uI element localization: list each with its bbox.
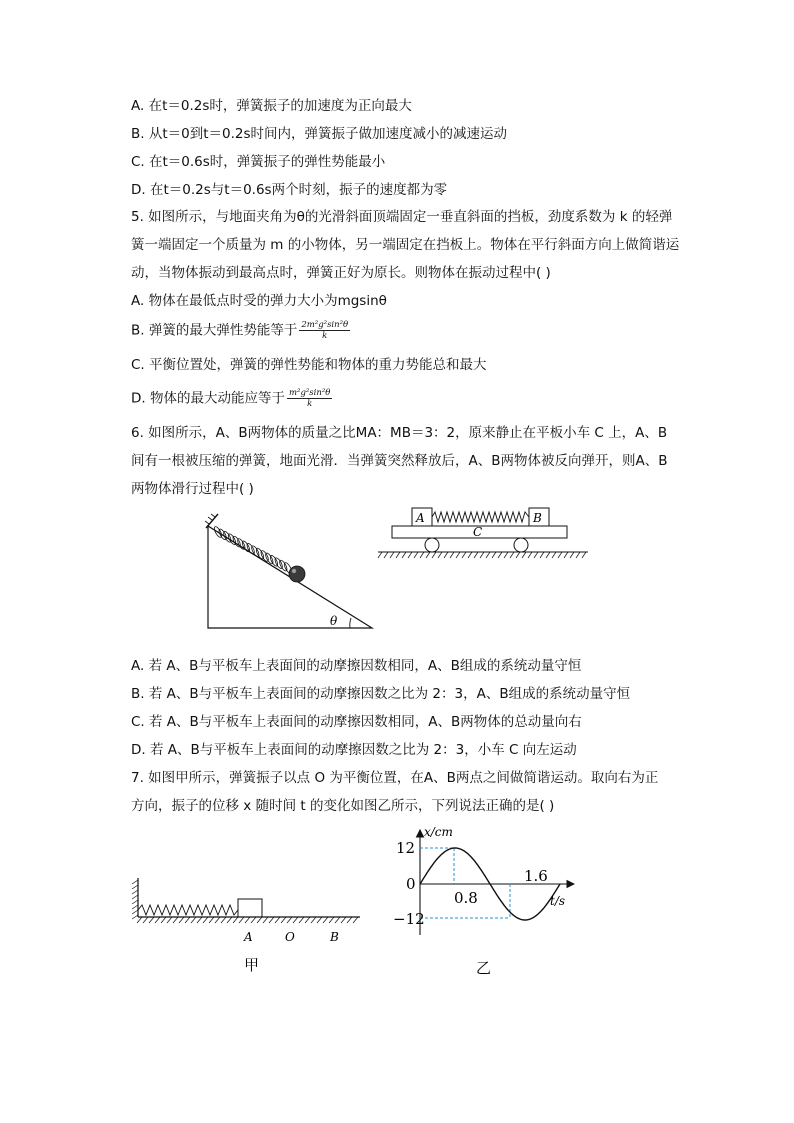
jia-spring: [138, 905, 238, 915]
q5-stem-line-3: 动，当物体振动到最高点时，弹簧正好为原长。则物体在振动过程中( ): [131, 265, 551, 281]
angle-label: θ: [330, 614, 338, 628]
cart-figure: [376, 503, 591, 563]
incline-plate: [206, 514, 218, 528]
yi-tick-neg-12: −12: [393, 910, 425, 928]
block-b-label: B: [533, 511, 542, 525]
q5-option-d-numerator: m²g²sin²θ: [288, 388, 331, 398]
incline-ball: [289, 566, 305, 582]
figure-jia: [128, 870, 368, 980]
jia-label-b: B: [330, 930, 339, 944]
jia-label-o: O: [285, 930, 295, 944]
cart-c-label: C: [473, 525, 483, 539]
q5-option-b-numerator: 2m²g²sin²θ: [301, 320, 349, 330]
q5-option-b: [131, 320, 350, 341]
q4-option-d: D. 在t＝0.2s与t＝0.6s两个时刻，振子的速度都为零: [131, 182, 448, 198]
jia-ground-hatch: [137, 917, 358, 923]
jia-block: [238, 899, 262, 917]
q6-stem-line-2: 间有一根被压缩的弹簧，地面光滑．当弹簧突然释放后，A、B两物体被反向弹开，则A、B: [131, 453, 668, 469]
angle-arc: [350, 618, 351, 628]
jia-caption: 甲: [244, 956, 260, 974]
q6-stem-line-3: 两物体滑行过程中( ): [131, 481, 254, 497]
incline-figure: [200, 512, 380, 632]
q5-option-d: [131, 388, 332, 409]
yi-caption: 乙: [476, 959, 492, 977]
q5-option-c: C. 平衡位置处，弹簧的弹性势能和物体的重力势能总和最大: [131, 357, 487, 373]
q5-option-b-fraction: [299, 320, 350, 341]
q5-option-b-text: B. 弹簧的最大弹性势能等于: [131, 322, 298, 339]
cart-wheel-right: [514, 538, 528, 552]
figure-yi: [376, 820, 596, 980]
q5-option-d-fraction: [287, 388, 332, 409]
yi-tick-12: 12: [396, 839, 416, 857]
incline-spring: [213, 526, 293, 575]
q7-stem-line-2: 方向，振子的位移 x 随时间 t 的变化如图乙所示，下列说法正确的是( ): [131, 798, 555, 814]
q4-option-c: C. 在t＝0.6s时，弹簧振子的弹性势能最小: [131, 154, 386, 170]
yi-tick-0: 0: [406, 875, 416, 893]
cart-spring: [432, 512, 529, 522]
yi-tick-1-6: 1.6: [524, 867, 548, 885]
yi-tick-0-8: 0.8: [454, 889, 478, 907]
q5-stem-line-1: 5. 如图所示，与地面夹角为θ的光滑斜面顶端固定一垂直斜面的挡板，劲度系数为 k 的轻弹: [131, 209, 673, 225]
q5-option-b-denominator: k: [322, 331, 328, 341]
q6-option-a: A. 若 A、B与平板车上表面间的动摩擦因数相同，A、B组成的系统动量守恒: [131, 658, 582, 674]
cart-ground-hatch: [378, 552, 586, 558]
q4-option-b: B. 从t＝0到t＝0.2s时间内，弹簧振子做加速度减小的减速运动: [131, 126, 508, 142]
q7-stem-line-1: 7. 如图甲所示，弹簧振子以点 O 为平衡位置，在A、B两点之间做简谐运动。取向右为正: [131, 770, 659, 786]
q6-option-b: B. 若 A、B与平板车上表面间的动摩擦因数之比为 2：3，A、B组成的系统动量守恒: [131, 686, 631, 702]
q5-option-d-text: D. 物体的最大动能应等于: [131, 390, 285, 407]
q5-option-d-denominator: k: [307, 399, 313, 409]
q6-option-d: D. 若 A、B与平板车上表面间的动摩擦因数之比为 2：3，小车 C 向左运动: [131, 742, 577, 758]
incline-ball-highlight: [292, 569, 296, 573]
cart-wheel-left: [425, 538, 439, 552]
q6-stem-line-1: 6. 如图所示，A、B两物体的质量之比MA：MB＝3：2，原来静止在平板小车 C 上，A、B: [131, 425, 668, 441]
jia-label-a: A: [244, 930, 253, 944]
jia-wall-hatch: [132, 880, 138, 919]
block-a-label: A: [416, 511, 425, 525]
q5-stem-line-2: 簧一端固定一个质量为 m 的小物体，另一端固定在挡板上。物体在平行斜面方向上做简谐运: [131, 237, 680, 253]
q5-option-a: A. 物体在最低点时受的弹力大小为mgsinθ: [131, 293, 387, 309]
q6-option-c: C. 若 A、B与平板车上表面间的动摩擦因数相同，A、B两物体的总动量向右: [131, 714, 582, 730]
yi-y-label: x/cm: [424, 825, 453, 839]
yi-x-label: t/s: [550, 894, 566, 908]
q4-option-a: A. 在t＝0.2s时，弹簧振子的加速度为正向最大: [131, 98, 412, 114]
